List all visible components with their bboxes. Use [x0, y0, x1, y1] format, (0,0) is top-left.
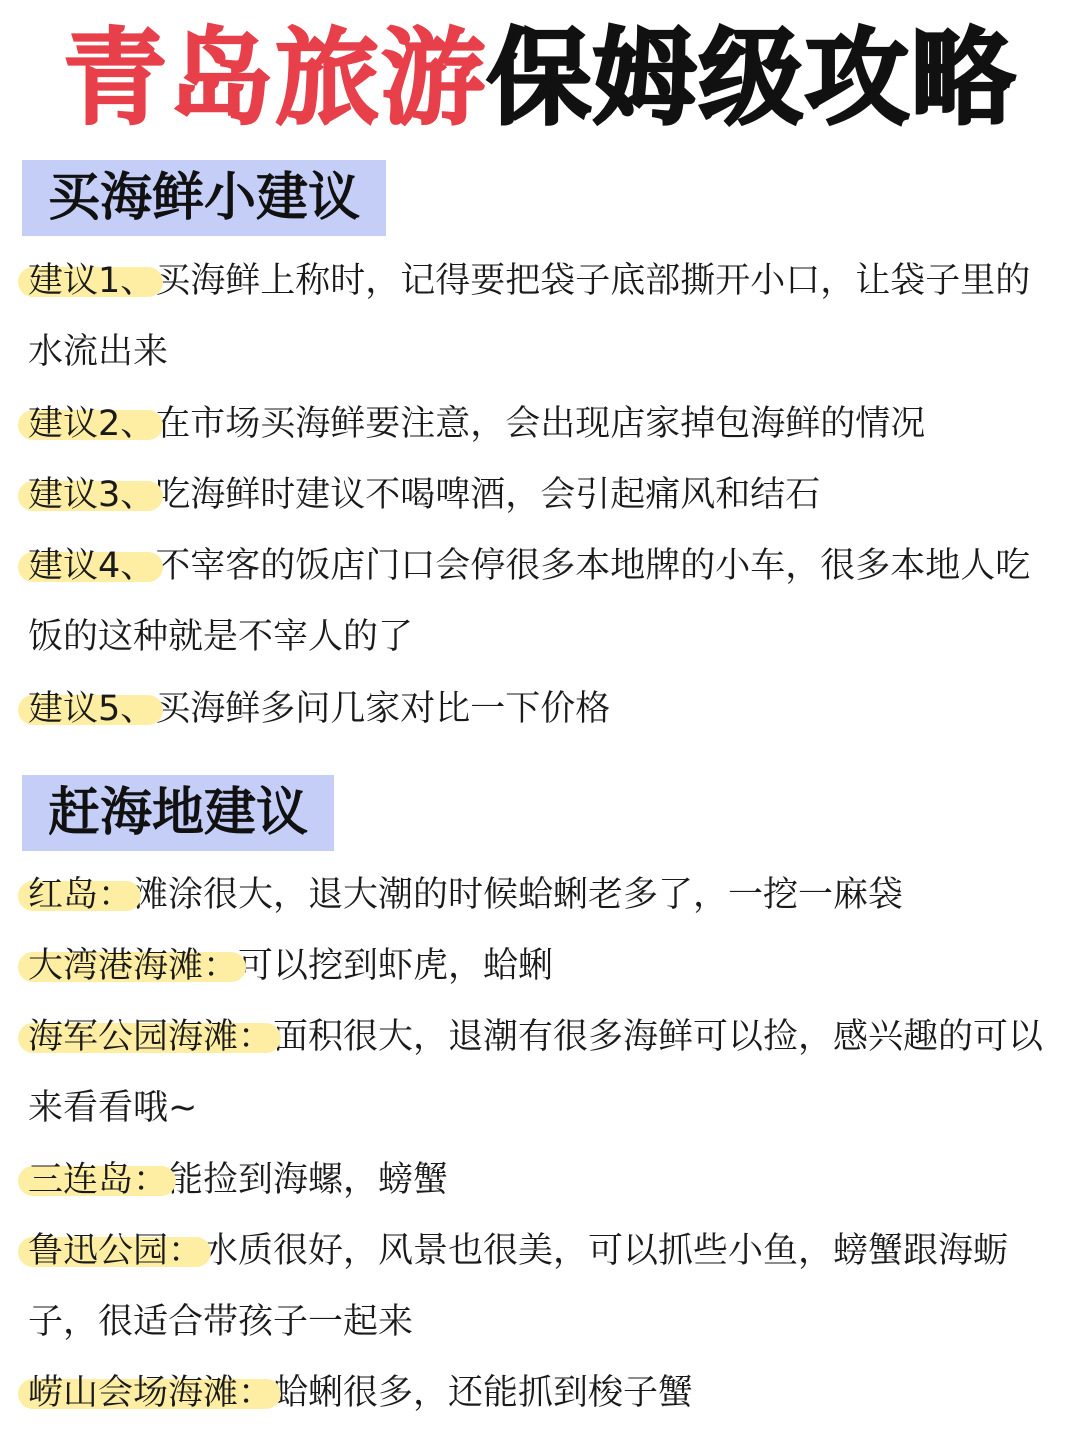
- tip-text: 买海鲜多问几家对比一下价格: [155, 689, 611, 729]
- beach-spot-3: [28, 1002, 1058, 1144]
- spot-label: 海军公园海滩：: [28, 1017, 274, 1057]
- beach-spot-1: [28, 860, 1058, 931]
- spot-text: 面积很大，退潮有很多海鲜可以捡，感兴趣的可以来看看哦~: [28, 1017, 1044, 1128]
- spot-label: 大湾港海滩：: [28, 946, 239, 986]
- title-part-guide: 保姆级攻略: [487, 17, 1018, 139]
- beach-spot-6: [28, 1358, 1058, 1429]
- spot-text: 可以挖到虾虎，蛤蜊: [238, 946, 554, 986]
- spot-text: 能捡到海螺，螃蟹: [168, 1160, 449, 1200]
- page-title: [0, 14, 1080, 142]
- tip-text: 吃海鲜时建议不喝啤酒，会引起痛风和结石: [155, 475, 821, 515]
- title-part-destination: 青岛旅游: [62, 17, 487, 139]
- tip-text: 买海鲜上称时，记得要把袋子底部撕开小口，让袋子里的水流出来: [28, 261, 1031, 372]
- tip-label: 建议2、: [28, 404, 156, 444]
- seafood-tip-3: [28, 460, 1058, 531]
- tip-label: 建议3、: [28, 475, 156, 515]
- seafood-tip-2: [28, 389, 1058, 460]
- spot-text: 水质很好，风景也很美，可以抓些小鱼，螃蟹跟海蛎子，很适合带孩子一起来: [28, 1231, 1009, 1342]
- spot-label: 三连岛：: [28, 1160, 169, 1200]
- beach-spot-5: [28, 1216, 1058, 1358]
- seafood-tip-1: [28, 246, 1058, 388]
- spot-label: 崂山会场海滩：: [28, 1373, 274, 1413]
- section-heading-seafood: 买海鲜小建议: [22, 160, 386, 236]
- seafood-tip-5: [28, 674, 1058, 745]
- section-heading-beachcombing: 赶海地建议: [22, 775, 334, 851]
- spot-text: 滩涂很大，退大潮的时候蛤蜊老多了，一挖一麻袋: [133, 875, 904, 915]
- seafood-tip-4: [28, 531, 1058, 673]
- tip-label: 建议4、: [28, 546, 156, 586]
- spot-label: 红岛：: [28, 875, 134, 915]
- beach-spot-2: [28, 931, 1058, 1002]
- tip-label: 建议5、: [28, 689, 156, 729]
- tip-text: 在市场买海鲜要注意，会出现店家掉包海鲜的情况: [155, 404, 926, 444]
- spot-label: 鲁迅公园：: [28, 1231, 204, 1271]
- tip-text: 不宰客的饭店门口会停很多本地牌的小车，很多本地人吃饭的这种就是不宰人的了: [28, 546, 1031, 657]
- spot-text: 蛤蜊很多，还能抓到梭子蟹: [273, 1373, 694, 1413]
- tip-label: 建议1、: [28, 261, 156, 301]
- beach-spot-4: [28, 1145, 1058, 1216]
